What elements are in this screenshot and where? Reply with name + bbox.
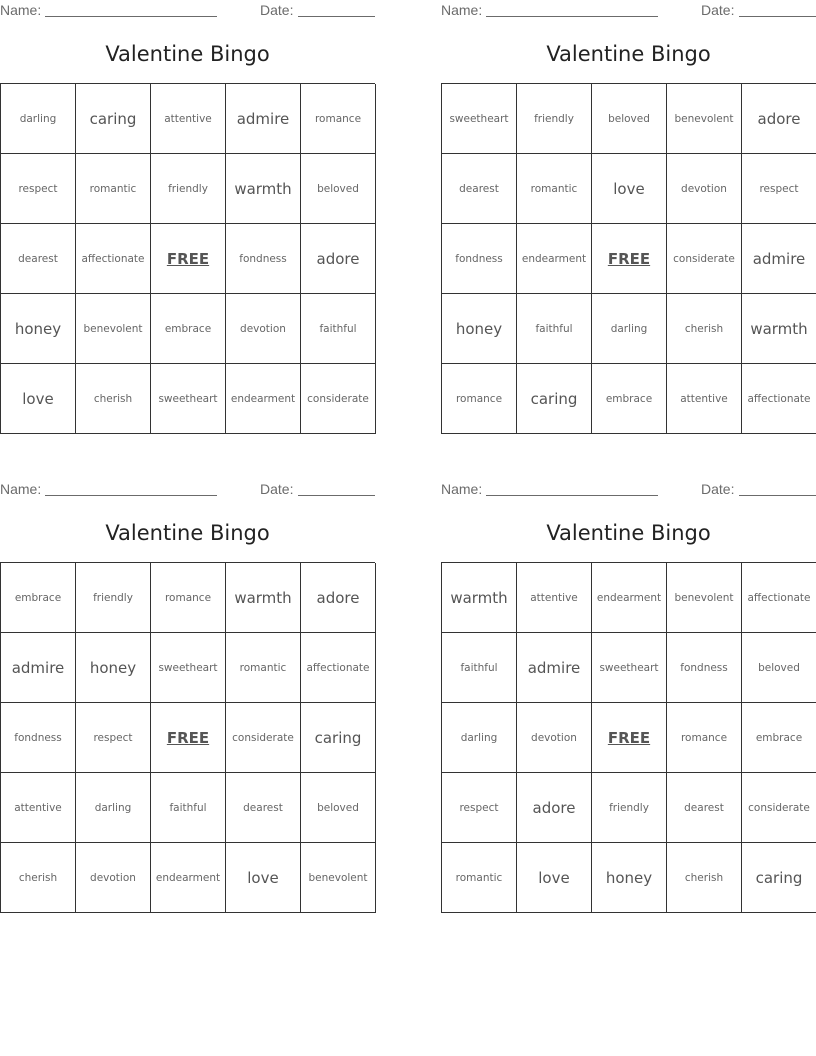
bingo-card-1: [0, 0, 375, 440]
bingo-cell: darling: [442, 703, 517, 773]
bingo-cell: sweetheart: [442, 84, 517, 154]
bingo-cell: FREE: [151, 703, 226, 773]
name-label: Name:: [0, 481, 42, 497]
bingo-cell: warmth: [442, 563, 517, 633]
bingo-cell: adore: [301, 563, 376, 633]
bingo-cell: caring: [517, 364, 592, 434]
bingo-grid: [0, 562, 375, 913]
bingo-cell: endearment: [151, 843, 226, 913]
bingo-cell: love: [592, 154, 667, 224]
bingo-cell: friendly: [151, 154, 226, 224]
bingo-cell: romance: [301, 84, 376, 154]
card-header: [0, 0, 375, 22]
bingo-cell: romantic: [76, 154, 151, 224]
name-label: Name:: [441, 2, 483, 18]
bingo-cell: considerate: [742, 773, 816, 843]
bingo-cell: sweetheart: [151, 633, 226, 703]
bingo-cell: romantic: [517, 154, 592, 224]
bingo-cell: warmth: [742, 294, 816, 364]
card-header: [0, 479, 375, 501]
bingo-cell: affectionate: [76, 224, 151, 294]
bingo-cell: friendly: [76, 563, 151, 633]
bingo-cell: FREE: [151, 224, 226, 294]
date-label: Date:: [260, 2, 294, 18]
bingo-cell: friendly: [592, 773, 667, 843]
date-blank-line: [298, 16, 375, 17]
bingo-cell: embrace: [151, 294, 226, 364]
bingo-grid: [0, 83, 375, 434]
bingo-card-2: [441, 0, 816, 440]
bingo-cell: affectionate: [301, 633, 376, 703]
bingo-cell: love: [1, 364, 76, 434]
bingo-cell: affectionate: [742, 364, 816, 434]
bingo-cell: benevolent: [76, 294, 151, 364]
bingo-cell: friendly: [517, 84, 592, 154]
date-blank-line: [298, 495, 375, 496]
bingo-cell: beloved: [742, 633, 816, 703]
date-blank-line: [739, 16, 816, 17]
bingo-cell: love: [517, 843, 592, 913]
bingo-cell: beloved: [301, 773, 376, 843]
bingo-cell: warmth: [226, 563, 301, 633]
bingo-cell: romance: [442, 364, 517, 434]
bingo-cell: fondness: [667, 633, 742, 703]
bingo-cell: devotion: [667, 154, 742, 224]
bingo-cell: attentive: [151, 84, 226, 154]
card-title: Valentine Bingo: [105, 42, 270, 66]
card-header: [441, 0, 816, 22]
bingo-cell: FREE: [592, 224, 667, 294]
bingo-cell: adore: [517, 773, 592, 843]
bingo-cell: embrace: [592, 364, 667, 434]
name-blank-line: [45, 16, 217, 17]
bingo-cell: admire: [1, 633, 76, 703]
bingo-grid: [441, 562, 816, 913]
bingo-cell: romance: [151, 563, 226, 633]
bingo-cell: fondness: [1, 703, 76, 773]
bingo-cell: attentive: [1, 773, 76, 843]
bingo-cell: benevolent: [301, 843, 376, 913]
bingo-cell: dearest: [442, 154, 517, 224]
bingo-cell: attentive: [517, 563, 592, 633]
bingo-cell: respect: [76, 703, 151, 773]
date-label: Date:: [701, 2, 735, 18]
bingo-cell: admire: [742, 224, 816, 294]
bingo-cell: honey: [1, 294, 76, 364]
bingo-cell: embrace: [1, 563, 76, 633]
bingo-grid: [441, 83, 816, 434]
bingo-cell: faithful: [151, 773, 226, 843]
bingo-cell: admire: [517, 633, 592, 703]
bingo-cell: honey: [76, 633, 151, 703]
bingo-cell: beloved: [592, 84, 667, 154]
name-blank-line: [486, 495, 658, 496]
bingo-cell: endearment: [517, 224, 592, 294]
bingo-card-4: [441, 479, 816, 919]
bingo-cell: embrace: [742, 703, 816, 773]
bingo-cell: fondness: [226, 224, 301, 294]
bingo-cell: cherish: [76, 364, 151, 434]
bingo-cell: adore: [742, 84, 816, 154]
bingo-cell: attentive: [667, 364, 742, 434]
bingo-cell: caring: [742, 843, 816, 913]
bingo-cell: honey: [442, 294, 517, 364]
bingo-cell: considerate: [301, 364, 376, 434]
bingo-cell: cherish: [667, 294, 742, 364]
bingo-cell: warmth: [226, 154, 301, 224]
bingo-cell: love: [226, 843, 301, 913]
bingo-cell: romantic: [226, 633, 301, 703]
card-title: Valentine Bingo: [546, 521, 711, 545]
bingo-cell: benevolent: [667, 563, 742, 633]
bingo-cell: dearest: [667, 773, 742, 843]
bingo-card-3: [0, 479, 375, 919]
bingo-cell: cherish: [667, 843, 742, 913]
bingo-cell: affectionate: [742, 563, 816, 633]
bingo-cell: sweetheart: [592, 633, 667, 703]
card-title: Valentine Bingo: [105, 521, 270, 545]
bingo-cell: cherish: [1, 843, 76, 913]
bingo-cell: darling: [1, 84, 76, 154]
bingo-cell: admire: [226, 84, 301, 154]
bingo-cell: romantic: [442, 843, 517, 913]
name-label: Name:: [0, 2, 42, 18]
card-title: Valentine Bingo: [546, 42, 711, 66]
date-label: Date:: [260, 481, 294, 497]
bingo-cell: caring: [301, 703, 376, 773]
bingo-cell: endearment: [592, 563, 667, 633]
bingo-cell: dearest: [1, 224, 76, 294]
bingo-cell: faithful: [517, 294, 592, 364]
date-label: Date:: [701, 481, 735, 497]
card-header: [441, 479, 816, 501]
date-blank-line: [739, 495, 816, 496]
bingo-cell: considerate: [226, 703, 301, 773]
bingo-cell: considerate: [667, 224, 742, 294]
bingo-cell: fondness: [442, 224, 517, 294]
bingo-cell: respect: [442, 773, 517, 843]
bingo-cell: respect: [1, 154, 76, 224]
name-label: Name:: [441, 481, 483, 497]
bingo-cell: beloved: [301, 154, 376, 224]
name-blank-line: [486, 16, 658, 17]
bingo-cell: respect: [742, 154, 816, 224]
bingo-cell: devotion: [76, 843, 151, 913]
name-blank-line: [45, 495, 217, 496]
bingo-cell: caring: [76, 84, 151, 154]
bingo-cell: devotion: [517, 703, 592, 773]
bingo-cell: darling: [76, 773, 151, 843]
bingo-cell: adore: [301, 224, 376, 294]
bingo-cell: romance: [667, 703, 742, 773]
bingo-cell: darling: [592, 294, 667, 364]
bingo-cell: benevolent: [667, 84, 742, 154]
bingo-cell: devotion: [226, 294, 301, 364]
bingo-cell: sweetheart: [151, 364, 226, 434]
bingo-cell: faithful: [301, 294, 376, 364]
bingo-cell: FREE: [592, 703, 667, 773]
bingo-cell: endearment: [226, 364, 301, 434]
bingo-cell: faithful: [442, 633, 517, 703]
bingo-cell: dearest: [226, 773, 301, 843]
bingo-cell: honey: [592, 843, 667, 913]
